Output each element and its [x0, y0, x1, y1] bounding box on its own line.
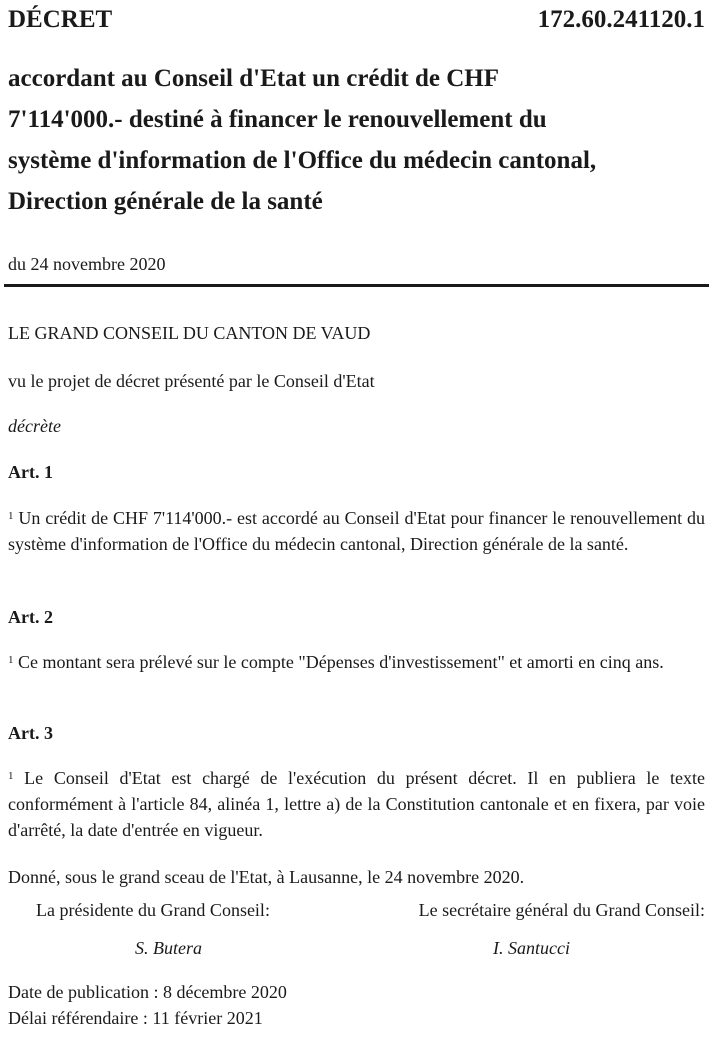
- document-date: du 24 novembre 2020: [8, 254, 166, 274]
- article-2-text: Ce montant sera prélevé sur le compte "Dépenses d'investissement" et amorti en cinq ans.: [13, 652, 664, 672]
- article-3-heading: Art. 3: [8, 723, 53, 743]
- article-1-heading: Art. 1: [8, 462, 53, 482]
- given-clause: Donné, sous le grand sceau de l'Etat, à Lausanne, le 24 novembre 2020.: [8, 867, 525, 887]
- secretary-name: I. Santucci: [493, 938, 570, 958]
- decrees-clause: décrète: [8, 416, 61, 436]
- enacting-authority: LE GRAND CONSEIL DU CANTON DE VAUD: [8, 323, 371, 343]
- article-2-paragraph: [8, 649, 705, 675]
- referendum-deadline: Délai référendaire : 11 février 2021: [8, 1008, 263, 1028]
- document-type: DÉCRET: [8, 6, 113, 33]
- paragraph-number: 1: [8, 770, 14, 782]
- secretary-role: Le secrétaire général du Grand Conseil:: [418, 900, 705, 920]
- paragraph-number: 1: [8, 654, 14, 666]
- header-divider: [4, 284, 709, 287]
- document-header: [8, 6, 705, 40]
- president-role: La présidente du Grand Conseil:: [36, 900, 270, 920]
- article-2-heading: Art. 2: [8, 607, 53, 627]
- president-name: S. Butera: [135, 938, 202, 958]
- title-line: accordant au Conseil d'Etat un crédit de CHF: [8, 65, 499, 92]
- title-line: Direction générale de la santé: [8, 188, 323, 215]
- article-3-paragraph: [8, 765, 705, 843]
- document-title: [8, 58, 705, 222]
- article-3-text: Le Conseil d'Etat est chargé de l'exécution du présent décret. Il en publiera le texte conformément à l'article 84, alinéa 1, lettre a) de la Constitution cantonale et en fixera, par voie d'arrêté, la date d'entrée en vigueur.: [8, 768, 705, 840]
- document-number: 172.60.241120.1: [537, 6, 705, 33]
- title-line: 7'114'000.- destiné à financer le renouvellement du: [8, 106, 547, 133]
- article-1-paragraph: [8, 505, 705, 557]
- paragraph-number: 1: [8, 510, 14, 522]
- publication-date: Date de publication : 8 décembre 2020: [8, 982, 287, 1002]
- article-1-text: Un crédit de CHF 7'114'000.- est accordé au Conseil d'Etat pour financer le renouvellement du système d'information de l'Office du médecin cantonal, Direction générale de la santé.: [8, 508, 705, 554]
- considering-clause: vu le projet de décret présenté par le Conseil d'Etat: [8, 371, 375, 391]
- title-line: système d'information de l'Office du médecin cantonal,: [8, 147, 597, 174]
